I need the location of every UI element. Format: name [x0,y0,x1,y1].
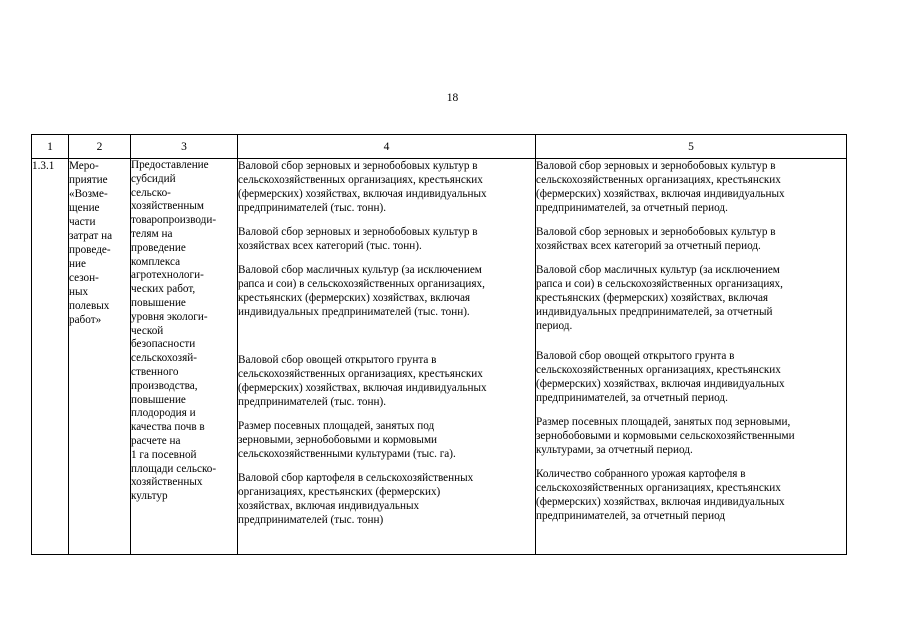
indicators-table [31,134,847,555]
definition-item: Количество собранного урожая картофеля в сельскохозяйственных организациях, крестьянских (фермерских) хозяйствах, включая индивидуальных предпринимателей, за отчетный период [536,468,785,522]
table-row [32,159,847,555]
column-header-3: 3 [131,135,238,159]
definitions-cell [536,159,847,555]
indicator-item: Валовой сбор зерновых и зернобобовых культур в хозяйствах всех категорий (тыс. тонн). [238,226,478,252]
indicator-item: Размер посевных площадей, занятых под зерновыми, зернобобовыми и кормовыми сельскохозяйственными культурами (тыс. га). [238,420,456,460]
table-header-row [32,135,847,159]
definition-item: Валовой сбор зерновых и зернобобовых культур в сельскохозяйственных организациях, крестьянских (фермерских) хозяйствах, включая индивидуальных предпринимателей, за отчетный период. [536,160,785,214]
column-header-1: 1 [32,135,69,159]
indicator-item: Валовой сбор зерновых и зернобобовых культур в сельскохозяйственных организациях, крестьянских (фермерских) хозяйствах, включая индивидуальных предпринимателей (тыс. тонн). [238,160,487,214]
measure-name: Меро- приятие «Возме- щение части затрат на проведе- ние сезон- ных полевых работ» [69,159,131,555]
measure-description: Предоставление субсидий сельско- хозяйственным товаропроизводи- телям на проведение комплекса агротехнологи- ческих работ, повышение уровня экологи- ческой безопасности сельскохозяй- ственного производства, повышение плодородия и качества почв в расчете на 1 га посевной площади сельско- хозяйственных культур [131,159,238,555]
definition-item: Валовой сбор овощей открытого грунта в сельскохозяйственных организациях, крестьянских (фермерских) хозяйствах, включая индивидуальных предпринимателей, за отчетный период. [536,350,785,404]
column-header-4: 4 [238,135,536,159]
column-header-2: 2 [69,135,131,159]
column-header-5: 5 [536,135,847,159]
indicator-item: Валовой сбор масличных культур (за исключением рапса и сои) в сельскохозяйственных организациях, крестьянских (фермерских) хозяйствах, включая индивидуальных предпринимателей (тыс. тонн). [238,264,485,318]
page-number: 18 [446,92,459,104]
spacer [238,329,535,353]
indicator-item: Валовой сбор овощей открытого грунта в сельскохозяйственных организациях, крестьянских (фермерских) хозяйствах, включая индивидуальных предпринимателей (тыс. тонн). [238,354,487,408]
definition-item: Размер посевных площадей, занятых под зерновыми, зернобобовыми и кормовыми сельскохозяйственными культурами, за отчетный период. [536,416,795,456]
definition-item: Валовой сбор зерновых и зернобобовых культур в хозяйствах всех категорий за отчетный период. [536,226,776,252]
indicator-item: Валовой сбор картофеля в сельскохозяйственных организациях, крестьянских (фермерских) хозяйствах, включая индивидуальных предпринимателей (тыс. тонн) [238,472,474,526]
indicators-cell [238,159,536,555]
definition-item: Валовой сбор масличных культур (за исключением рапса и сои) в сельскохозяйственных организациях, крестьянских (фермерских) хозяйствах, включая индивидуальных предпринимателей, за отчетный период. [536,264,783,332]
row-code: 1.3.1 [32,159,69,555]
